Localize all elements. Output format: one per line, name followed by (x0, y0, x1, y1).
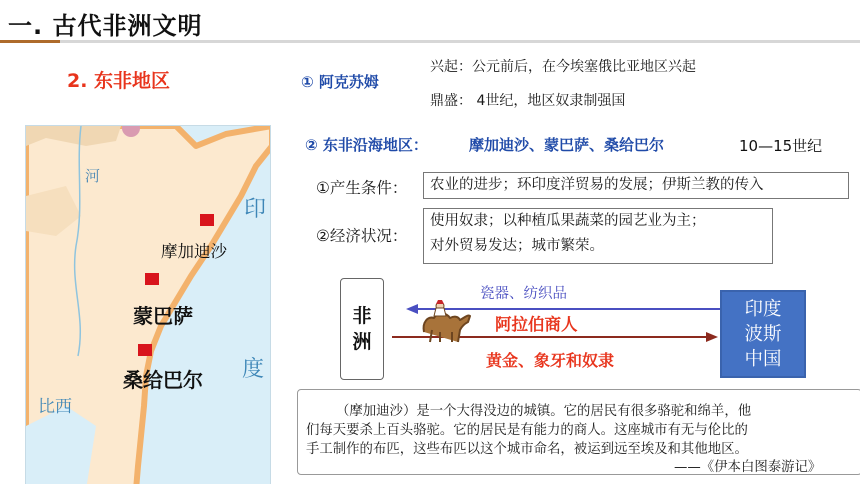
map-label-zanzibar: 桑给巴尔 (123, 368, 203, 392)
east-label-persia: 波斯 (744, 324, 782, 345)
goods-out-label: 黄金、象牙和奴隶 (486, 351, 615, 370)
quote-line-1: （摩加迪沙）是一个大得没边的城镇。它的居民有很多骆驼和绵羊，他 (336, 404, 752, 419)
economy-line-2: 对外贸易发达；城市繁荣。 (430, 238, 604, 254)
mogadishu-marker (200, 214, 214, 226)
goods-in-label: 瓷器、纺织品 (480, 286, 567, 302)
quote-box (297, 389, 860, 475)
quote-source: ——《伊本白图泰游记》 (674, 460, 822, 475)
africa-box (340, 278, 384, 380)
africa-label-1: 非 (352, 305, 372, 327)
coast-period: 10—15世纪 (739, 137, 823, 155)
map-label-mombasa: 蒙巴萨 (133, 304, 193, 328)
aksum-heading: ① 阿克苏姆 (301, 73, 379, 91)
east-africa-map (25, 125, 271, 484)
east-label-china: 中国 (744, 349, 782, 370)
economy-label: ②经济状况： (316, 227, 408, 245)
economy-line-1: 使用奴隶；以种植瓜果蔬菜的园艺业为主； (430, 213, 706, 229)
title-underline (0, 40, 860, 43)
page-title: 一. 古代非洲文明 (8, 12, 203, 40)
condition-text: 农业的进步；环印度洋贸易的发展；伊斯兰教的传入 (430, 177, 764, 193)
aksum-peak: 鼎盛： 4世纪，地区奴隶制强国 (430, 93, 626, 109)
camel-icon (424, 300, 470, 342)
quote-line-2: 们每天要杀上百头骆驼。它的居民是有能力的商人。这座城市有无与伦比的 (306, 423, 748, 438)
quote-line-3: 手工制作的布匹，这些布匹以这个城市命名，被运到远至埃及和其他地区。 (306, 442, 748, 457)
coast-cities: 摩加迪沙、蒙巴萨、桑给巴尔 (469, 136, 665, 154)
aksum-rise: 兴起：公元前后，在今埃塞俄比亚地区兴起 (430, 59, 696, 75)
africa-label-2: 洲 (352, 331, 372, 353)
economy-box (423, 208, 773, 264)
map-label-mogadishu: 摩加迪沙 (161, 242, 227, 261)
title-accent-bar (0, 40, 60, 43)
merchant-label: 阿拉伯商人 (495, 315, 578, 334)
map-label-du: 度 (242, 357, 265, 382)
east-region-box (720, 290, 806, 378)
condition-box (423, 172, 849, 199)
zanzibar-marker (138, 344, 152, 356)
map-label-yin: 印 (244, 197, 267, 222)
mombasa-marker (145, 273, 159, 285)
east-label-india: 印度 (744, 299, 782, 320)
export-arrowhead (706, 332, 718, 342)
import-arrowhead (406, 304, 418, 314)
map-label-river: 河 (83, 168, 101, 183)
condition-label: ①产生条件： (316, 179, 408, 197)
coast-heading: ② 东非沿海地区： (305, 136, 428, 154)
map-label-bixi: 比西 (38, 397, 72, 417)
section-subtitle: 2. 东非地区 (67, 70, 171, 92)
